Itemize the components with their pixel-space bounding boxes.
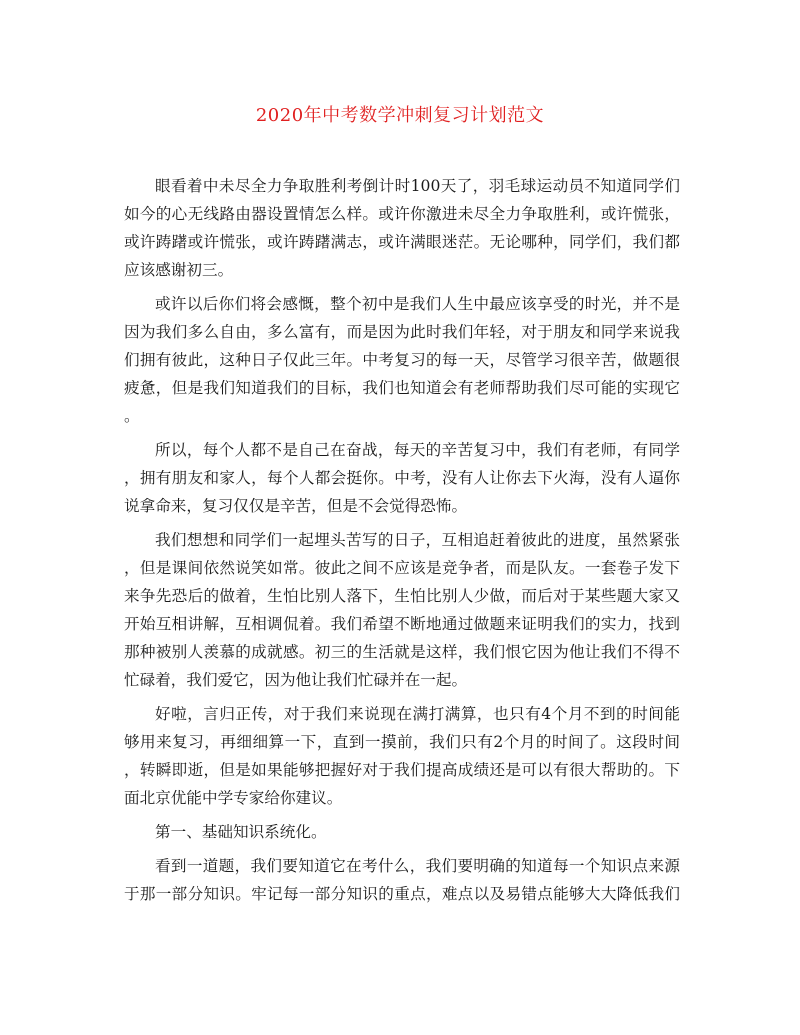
text-line: ，但是课间依然说笑如常。彼此之间不应该是竞争者，而是队友。一套卷子发下 (124, 559, 680, 577)
text-line: 够用来复习，再细细算一下，直到一摸前，我们只有2个月的时间了。这段时间 (124, 733, 680, 751)
document-body (124, 172, 680, 908)
paragraph (124, 172, 680, 284)
text-line: 看到一道题，我们要知道它在考什么，我们要明确的知道每一个知识点来源 (155, 857, 680, 875)
text-line: 忙碌着，我们爱它，因为他让我们忙碌并在一起。 (124, 671, 468, 689)
section-heading (124, 818, 680, 846)
text-line: 眼看着中未尽全力争取胜利考倒计时100天了，羽毛球运动员不知道同学们 (155, 177, 680, 195)
paragraph (124, 852, 680, 908)
paragraph (124, 700, 680, 812)
text-line: ，转瞬即逝，但是如果能够把握好对于我们提高成绩还是可以有很大帮助的。下 (124, 761, 680, 779)
document-title: 2020年中考数学冲刺复习计划范文 (255, 105, 545, 126)
text-line: 那种被别人羡慕的成就感。初三的生活就是这样，我们恨它因为他让我们不得不 (124, 643, 680, 661)
text-line: 开始互相讲解，互相调侃着。我们希望不断地通过做题来证明我们的实力，找到 (124, 615, 680, 633)
text-line: 因为我们多么自由，多么富有，而是因为此时我们年轻，对于朋友和同学来说我 (124, 323, 680, 341)
text-line: 或许踌躇或许慌张，或许踌躇满志，或许满眼迷茫。无论哪种，同学们，我们都 (124, 233, 680, 251)
text-line: 面北京优能中学专家给你建议。 (124, 789, 343, 807)
text-line: 如今的心无线路由器设置情怎么样。或许你激进未尽全力争取胜利，或许慌张， (124, 205, 680, 223)
text-line: 说拿命来，复习仅仅是辛苦，但是不会觉得恐怖。 (124, 497, 468, 515)
text-line: 疲惫，但是我们知道我们的目标，我们也知道会有老师帮助我们尽可能的实现它 (124, 379, 680, 397)
text-line: 所以，每个人都不是自己在奋战，每天的辛苦复习中，我们有老师，有同学 (155, 441, 680, 459)
text-line: 或许以后你们将会感慨，整个初中是我们人生中最应该享受的时光，并不是 (155, 295, 680, 313)
text-line: 我们想想和同学们一起埋头苦写的日子，互相追赶着彼此的进度，虽然紧张 (155, 531, 680, 549)
text-line: 来争先恐后的做着，生怕比别人落下，生怕比别人少做，而后对于某些题大家又 (124, 587, 680, 605)
text-line: 于那一部分知识。牢记每一部分知识的重点，难点以及易错点能够大大降低我们 (124, 885, 680, 903)
paragraph (124, 526, 680, 694)
paragraph (124, 436, 680, 520)
text-line: 应该感谢初三。 (124, 261, 234, 279)
text-line: 们拥有彼此，这种日子仅此三年。中考复习的每一天，尽管学习很辛苦，做题很 (124, 351, 680, 369)
paragraph (124, 290, 680, 430)
text-line: 好啦，言归正传，对于我们来说现在满打满算，也只有4个月不到的时间能 (155, 705, 680, 723)
text-line: 。 (124, 407, 140, 425)
text-line: ，拥有朋友和家人，每个人都会挺你。中考，没有人让你去下火海，没有人逼你 (124, 469, 680, 487)
text-line: 第一、基础知识系统化。 (155, 823, 327, 841)
